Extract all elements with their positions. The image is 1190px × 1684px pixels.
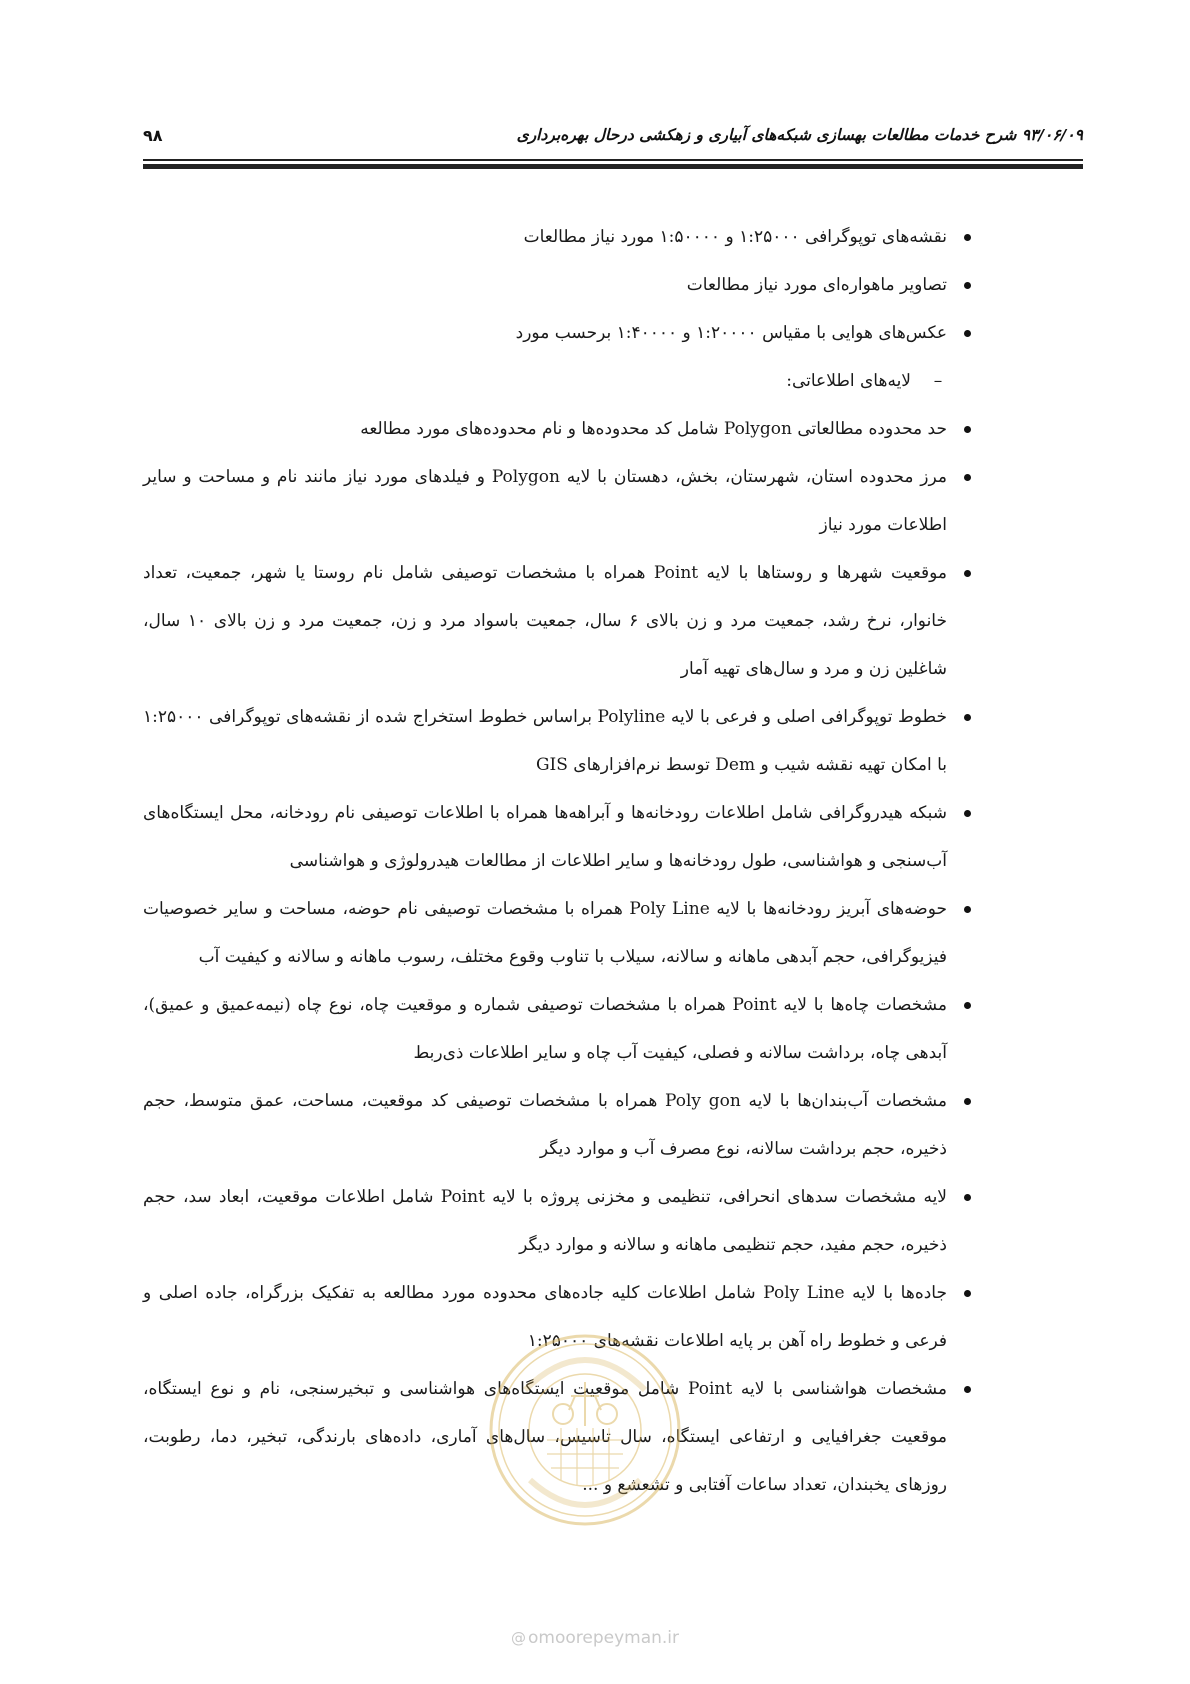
page-header	[143, 126, 1083, 156]
list-item	[143, 309, 973, 357]
list-item-text: مرز محدوده استان، شهرستان، بخش، دهستان با لایه Polygon و فیلدهای مورد نیاز مانند نام و مساحت و سایر اطلاعات مورد نیاز	[143, 467, 947, 535]
list-item	[143, 213, 973, 261]
watermark-seal	[485, 1330, 685, 1530]
list-item-text: عکس‌های هوایی با مقیاس ۱:۲۰۰۰۰ و ۱:۴۰۰۰۰ برحسب مورد	[515, 323, 947, 343]
list-item-text: موقعیت شهرها و روستاها با لایه Point همراه با مشخصات توصیفی شامل نام روستا یا شهر، جمعیت، تعداد خانوار، نرخ رشد، جمعیت مرد و زن بالای ۶ سال، جمعیت باسواد مرد و زن، جمعیت مرد و زن بالای ۱۰ سال، شاغلین زن و مرد و سال‌های تهیه آمار	[143, 563, 947, 679]
list-item-text: شبکه هیدروگرافی شامل اطلاعات رودخانه‌ها و آبراهه‌ها همراه با اطلاعات توصیفی نام رودخانه، محل ایستگاه‌های آب‌سنجی و هواشناسی، طول رودخانه‌ها و سایر اطلاعات از مطالعات هیدرولوژی و هواشناسی	[143, 803, 947, 871]
list-item-text: نقشه‌های توپوگرافی ۱:۲۵۰۰۰ و ۱:۵۰۰۰۰ مورد نیاز مطالعات	[523, 227, 947, 247]
document-body	[143, 213, 973, 1509]
list-item	[143, 693, 973, 789]
list-item-text: مشخصات هواشناسی با لایه Point شامل موقعیت ایستگاه‌های هواشناسی و تبخیرسنجی، نام و نوع ایستگاه، موقعیت جغرافیایی و ارتفاعی ایستگاه، سال تاسیس، سال‌های آماری، داده‌های بارندگی، تبخیر، دما، رطوبت، روزهای یخبندان، تعداد ساعات آفتابی و تشعشع و ...	[143, 1379, 947, 1495]
list-item-text: جاده‌ها با لایه Poly Line شامل اطلاعات کلیه جاده‌های محدوده مورد مطالعه به تفکیک بزرگراه، جاده اصلی و فرعی و خطوط راه آهن بر پایه اطلاعات نقشه‌های ۱:۲۵۰۰۰	[143, 1283, 947, 1351]
list-item	[143, 405, 973, 453]
list-item	[143, 453, 973, 549]
list-item-text: تصاویر ماهواره‌ای مورد نیاز مطالعات	[686, 275, 947, 295]
header-rule-thin	[143, 159, 1083, 161]
list-item	[143, 789, 973, 885]
list-item	[143, 1077, 973, 1173]
list-item-text: حد محدوده مطالعاتی Polygon شامل کد محدوده‌ها و نام محدوده‌های مورد مطالعه	[360, 419, 947, 439]
footer-watermark-url	[0, 1628, 1190, 1648]
header-rule-thick	[143, 164, 1083, 169]
header-title: ۹۳/۰۶/۰۹ شرح خدمات مطالعات بهسازی شبکه‌های آبیاری و زهکشی درحال بهره‌برداری	[516, 126, 1083, 144]
list-item-text: حوضه‌های آبریز رودخانه‌ها با لایه Poly Line همراه با مشخصات توصیفی نام حوضه، مساحت و سایر خصوصیات فیزیوگرافی، حجم آبدهی ماهانه و سالانه، سیلاب با تناوب وقوع مختلف، رسوب ماهانه و سالانه و کیفیت آب	[143, 899, 947, 967]
list-item	[143, 1173, 973, 1269]
list-item	[143, 549, 973, 693]
page-number: ۹۸	[143, 126, 163, 145]
list-item-text: مشخصات چاه‌ها با لایه Point همراه با مشخصات توصیفی شماره و موقعیت چاه، نوع چاه (نیمه‌عمیق و عمیق)، آبدهی چاه، برداشت سالانه و فصلی، کیفیت آب چاه و سایر اطلاعات ذی‌ربط	[143, 995, 947, 1063]
list-item	[143, 885, 973, 981]
at-symbol: @	[510, 1629, 526, 1647]
section-heading	[143, 357, 973, 405]
list-item-text: مشخصات آب‌بندان‌ها با لایه Poly gon همراه با مشخصات توصیفی کد موقعیت، مساحت، عمق متوسط، حجم ذخیره، حجم برداشت سالانه، نوع مصرف آب و موارد دیگر	[143, 1091, 947, 1159]
list-item	[143, 261, 973, 309]
list-item-text: لایه مشخصات سدهای انحرافی، تنظیمی و مخزنی پروژه با لایه Point شامل اطلاعات موقعیت، ابعاد سد، حجم ذخیره، حجم مفید، حجم تنظیمی ماهانه و سالانه و موارد دیگر	[143, 1187, 948, 1255]
list-item	[143, 981, 973, 1077]
footer-url-text: omoorepeyman.ir	[527, 1628, 680, 1648]
dash-marker: –	[933, 371, 943, 391]
list-item-text: خطوط توپوگرافی اصلی و فرعی با لایه Polyline براساس خطوط استخراج شده از نقشه‌های توپوگرافی ۱:۲۵۰۰۰ با امکان تهیه نقشه شیب و Dem توسط نرم‌افزارهای GIS	[143, 707, 947, 775]
section-heading-text: لایه‌های اطلاعاتی:	[786, 371, 911, 391]
